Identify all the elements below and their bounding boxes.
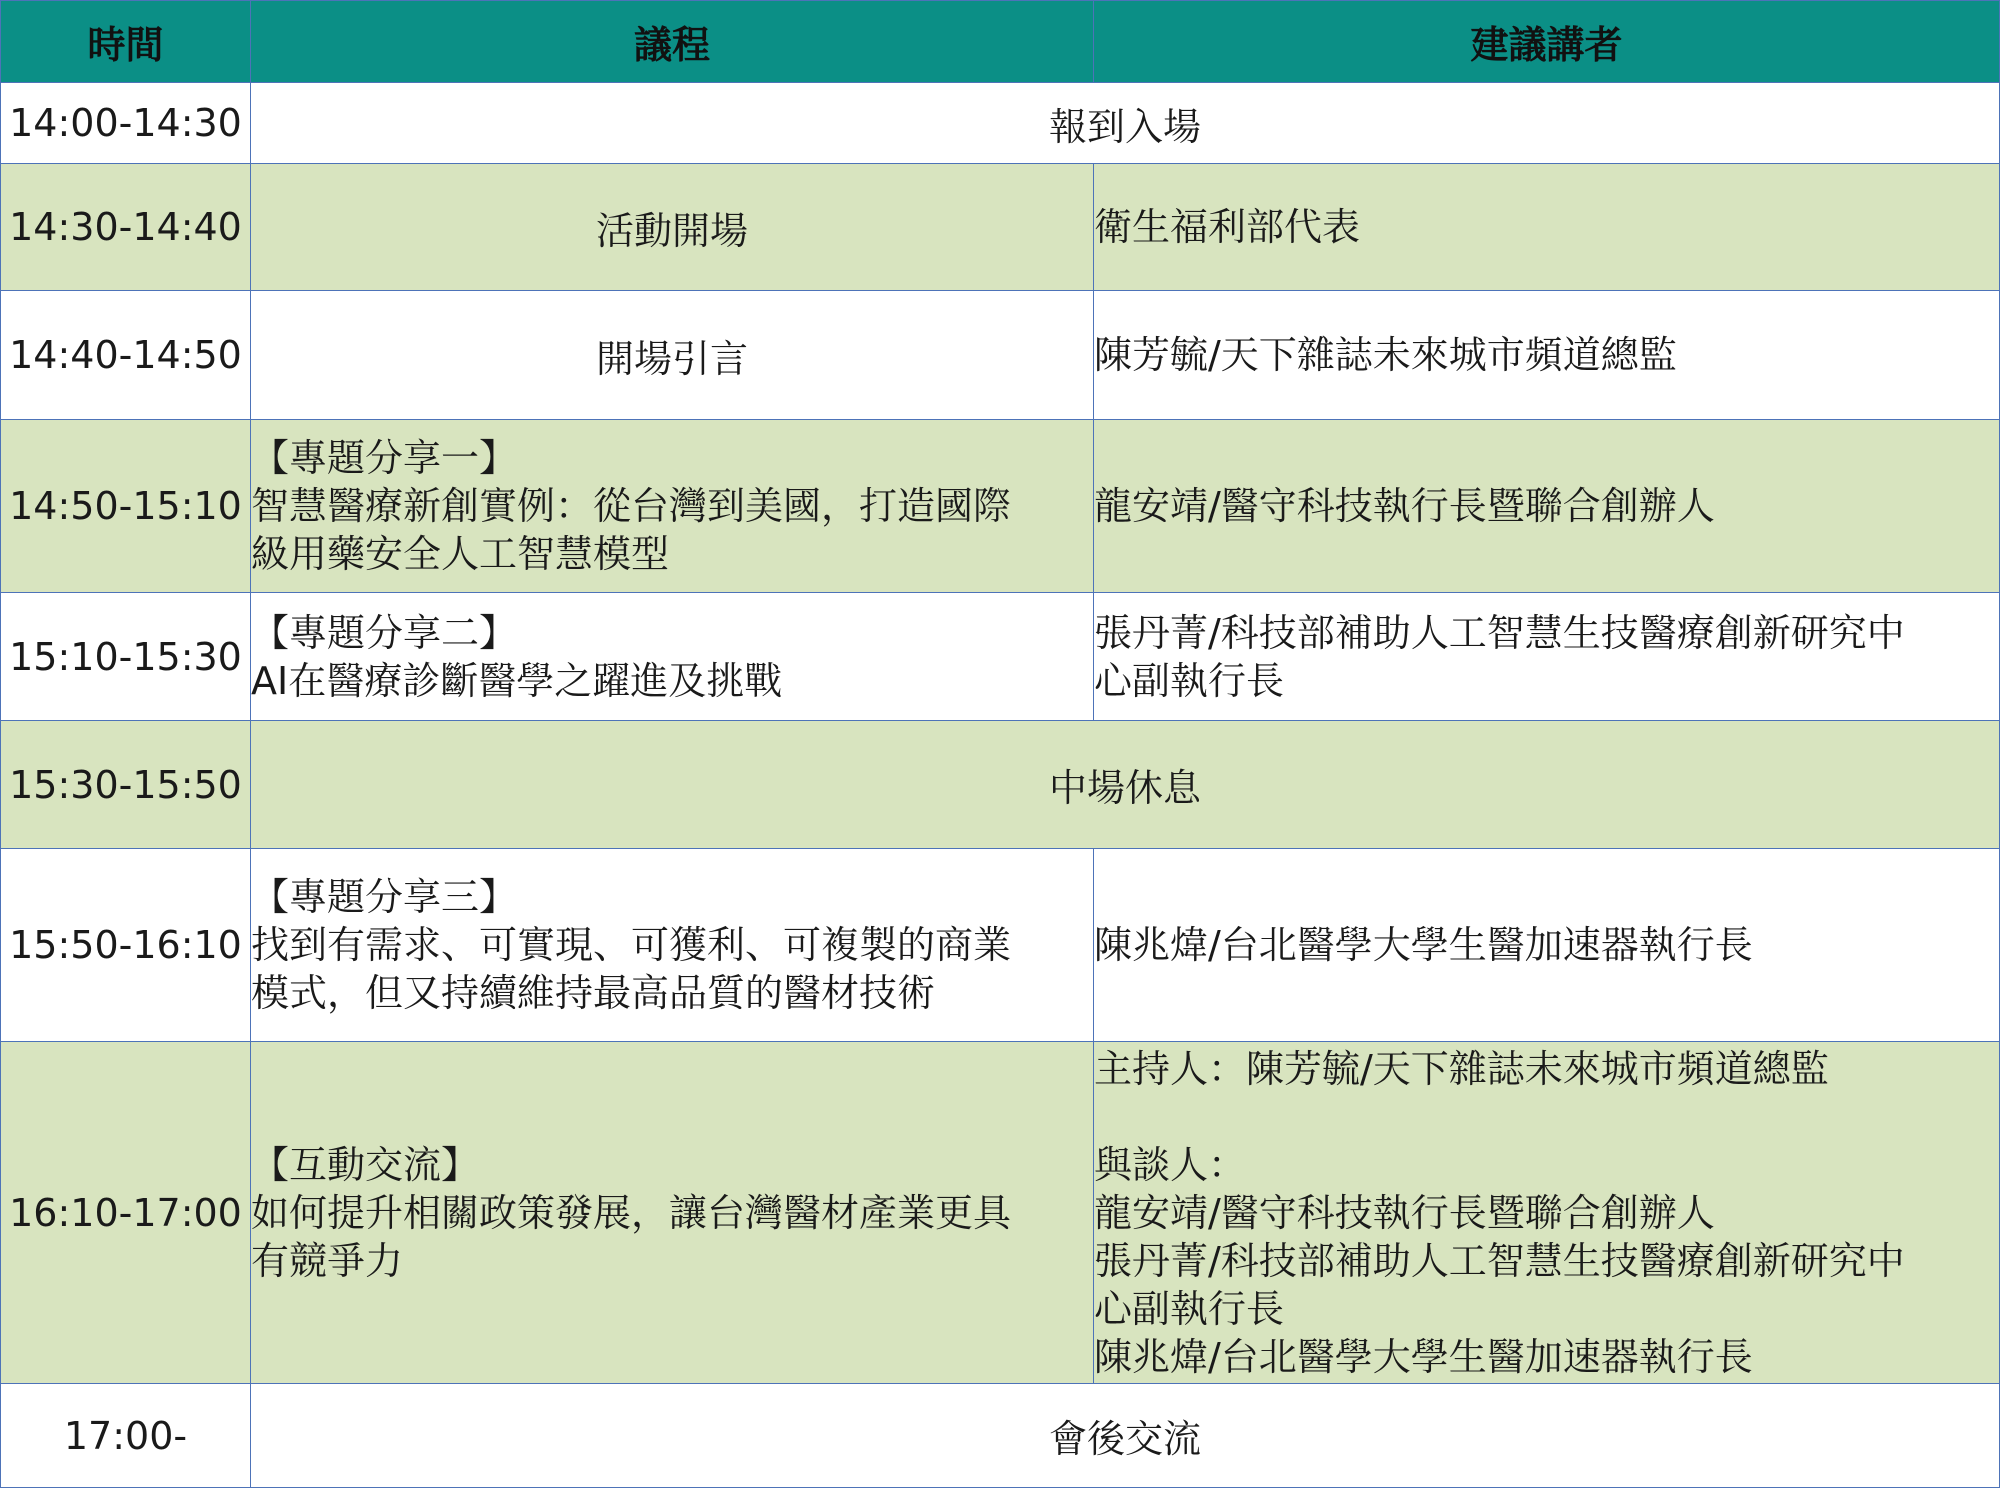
topic-cell: 活動開場 bbox=[251, 164, 1094, 291]
topic-line: 有競爭力 bbox=[251, 1238, 404, 1283]
topic-cell bbox=[251, 849, 1094, 1042]
host-line: 主持人：陳芳毓/天下雜誌未來城市頻道總監 bbox=[1094, 1046, 1829, 1091]
header-speaker: 建議講者 bbox=[1094, 1, 2000, 83]
topic-line: 智慧醫療新創實例：從台灣到美國，打造國際 bbox=[251, 484, 1012, 528]
topic-line: AI在醫療診斷醫學之躍進及挑戰 bbox=[251, 658, 783, 703]
time-cell: 14:50-15:10 bbox=[1, 420, 251, 593]
topic-tag: 【專題分享二】 bbox=[251, 610, 518, 655]
table-row bbox=[1, 1042, 2000, 1384]
time-cell: 14:00-14:30 bbox=[1, 83, 251, 164]
topic-cell bbox=[251, 1042, 1094, 1384]
topic-line: 找到有需求、可實現、可獲利、可複製的商業 bbox=[251, 923, 1012, 967]
table-row bbox=[1, 164, 2000, 291]
time-cell: 15:30-15:50 bbox=[1, 721, 251, 849]
table-row bbox=[1, 291, 2000, 420]
merged-cell: 中場休息 bbox=[251, 721, 2000, 849]
speaker-cell: 衛生福利部代表 bbox=[1094, 164, 2000, 291]
panel-line: 龍安靖/醫守科技執行長暨聯合創辦人 bbox=[1094, 1190, 1715, 1235]
panel-label: 與談人： bbox=[1094, 1142, 1247, 1187]
speaker-line: 張丹菁/科技部補助人工智慧生技醫療創新研究中 bbox=[1094, 610, 1905, 655]
table-row bbox=[1, 593, 2000, 721]
topic-line: 級用藥安全人工智慧模型 bbox=[251, 532, 670, 576]
table-row bbox=[1, 420, 2000, 593]
header-topic: 議程 bbox=[251, 1, 1094, 83]
table-row bbox=[1, 849, 2000, 1042]
time-cell: 17:00- bbox=[1, 1384, 251, 1488]
topic-line: 模式，但又持續維持最高品質的醫材技術 bbox=[251, 971, 936, 1015]
topic-tag: 【專題分享一】 bbox=[251, 436, 518, 480]
topic-line: 如何提升相關政策發展，讓台灣醫材產業更具 bbox=[251, 1190, 1012, 1235]
speaker-line: 心副執行長 bbox=[1094, 658, 1285, 703]
topic-tag: 【互動交流】 bbox=[251, 1142, 480, 1187]
topic-cell bbox=[251, 593, 1094, 721]
table-row bbox=[1, 83, 2000, 164]
time-cell: 15:10-15:30 bbox=[1, 593, 251, 721]
merged-cell: 會後交流 bbox=[251, 1384, 2000, 1488]
time-cell: 14:40-14:50 bbox=[1, 291, 251, 420]
speaker-cell: 陳芳毓/天下雜誌未來城市頻道總監 bbox=[1094, 291, 2000, 420]
table-row bbox=[1, 1384, 2000, 1488]
panel-line: 陳兆煒/台北醫學大學生醫加速器執行長 bbox=[1094, 1334, 1753, 1379]
panel-line: 張丹菁/科技部補助人工智慧生技醫療創新研究中 bbox=[1094, 1238, 1905, 1283]
time-cell: 14:30-14:40 bbox=[1, 164, 251, 291]
speaker-cell bbox=[1094, 593, 2000, 721]
topic-tag: 【專題分享三】 bbox=[251, 875, 518, 919]
topic-cell bbox=[251, 420, 1094, 593]
table-row bbox=[1, 721, 2000, 849]
time-cell: 15:50-16:10 bbox=[1, 849, 251, 1042]
header-time: 時間 bbox=[1, 1, 251, 83]
topic-cell: 開場引言 bbox=[251, 291, 1094, 420]
header-row bbox=[1, 1, 2000, 83]
speaker-cell: 陳兆煒/台北醫學大學生醫加速器執行長 bbox=[1094, 849, 2000, 1042]
blank-line bbox=[1094, 1093, 1999, 1141]
speaker-cell bbox=[1094, 1042, 2000, 1384]
panel-line: 心副執行長 bbox=[1094, 1286, 1285, 1331]
speaker-cell: 龍安靖/醫守科技執行長暨聯合創辦人 bbox=[1094, 420, 2000, 593]
time-cell: 16:10-17:00 bbox=[1, 1042, 251, 1384]
merged-cell: 報到入場 bbox=[251, 83, 2000, 164]
